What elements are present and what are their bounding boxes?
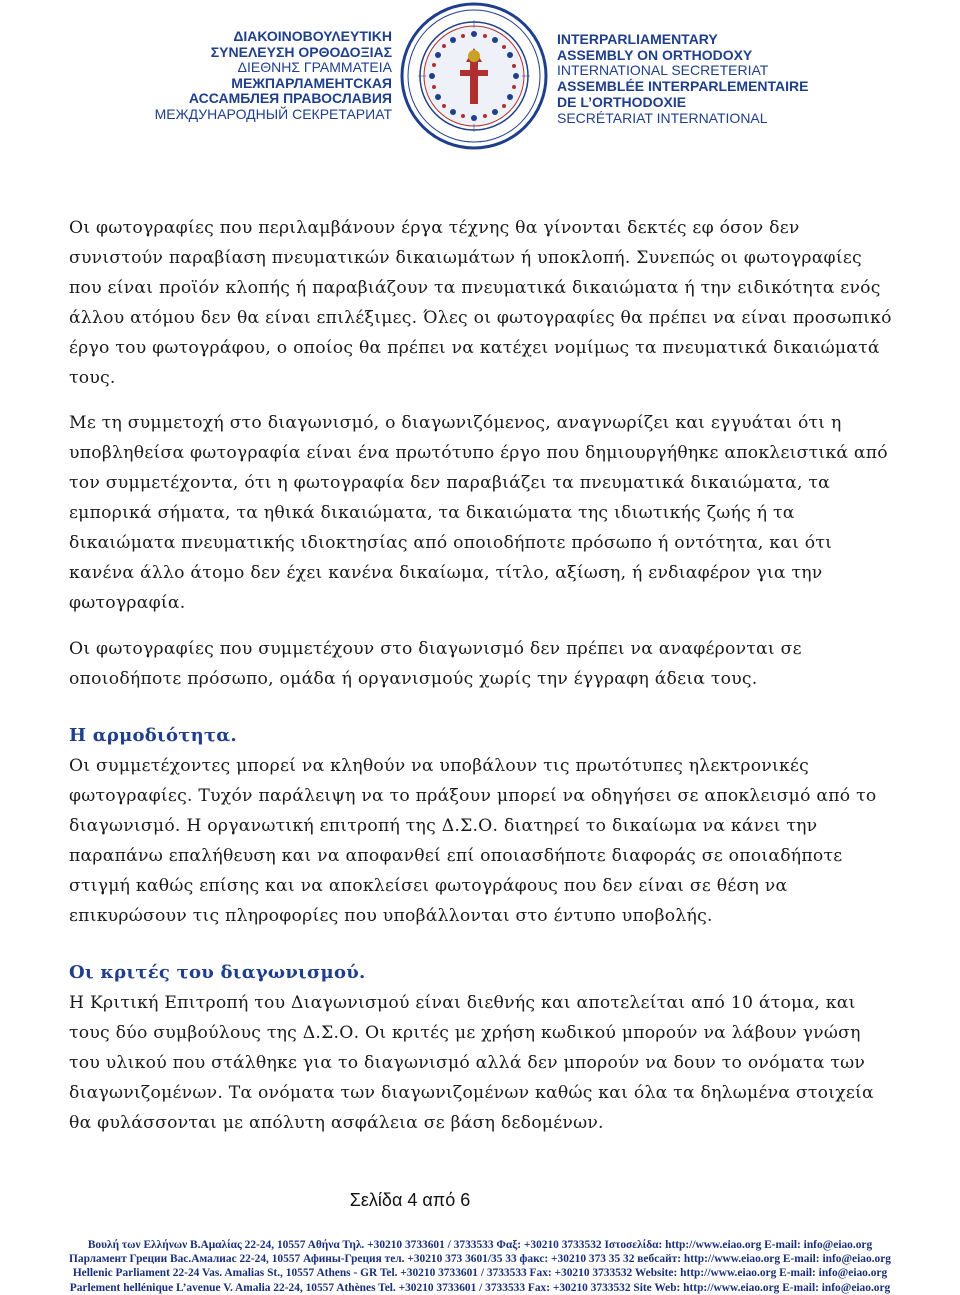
document-body (69, 213, 895, 1138)
paragraph-participation: Με τη συμμετοχή στο διαγωνισμό, ο διαγωνιζόμενος, αναγνωρίζει και εγγυάται ότι η υποβληθείσα φωτογραφία είναι ένα πρωτότυπο έργο που δημιουργήθηκε αποκλειστικά από τον συμμετέχοντα, ότι η φωτογραφία δεν παραβιάζει τα πνευματικά δικαιώματα, τα εμπορικά σήματα, τα ηθικά δικαιώματα, τα δικαιώματα της ιδιωτικής ζωής ή τα δικαιώματα πνευματικής ιδιοκτησίας από οποιοδήποτε πρόσωπο ή οντότητα, και ότι κανένα άλλο άτομο δεν έχει κανένα δικαίωμα, τίτλο, αξίωση, ή ενδιαφέρον για την φωτογραφία. (69, 413, 888, 613)
footer-line: Hellenic Parliament 22-24 Vas. Amalias St., 10557 Athens - GR Tel. +30210 3733601 / 3733533 Fax: +30210 3733532 Website: http://www.eiao.org E-mail: info@eiao.org (72, 1267, 888, 1280)
paragraph-competence: Οι συμμετέχοντες μπορεί να κληθούν να υποβάλουν τις πρωτότυπες ηλεκτρονικές φωτογραφίες. Τυχόν παράλειψη να το πράξουν μπορεί να οδηγήσει σε αποκλεισμό από το διαγωνισμό. Η οργανωτική επιτροπή της Δ.Σ.Ο. διατηρεί το δικαίωμα να κάνει την παραπάνω επαλήθευση και να αποφανθεί επί οποιασδήποτε διαφοράς σε οποιαδήποτε στιγμή καθώς επίσης και να αποκλείσει φωτογράφους που δεν είναι σε θέση να επικυρώσουν τις πληροφορίες που υποβάλλονται στο έντυπο υποβολής. (69, 756, 877, 926)
eiao-seal-icon (398, 0, 550, 152)
section-heading-judges: Οι κριτές του διαγωνισμού. (69, 962, 366, 983)
header-right-line: DE L’ORTHODOXIE (557, 93, 687, 110)
header-right-line: SECRÉTARIAT INTERNATIONAL (557, 109, 768, 126)
header-right-line: INTERNATIONAL SECRETERIAT (557, 62, 769, 79)
paragraph-judges: Η Κριτική Επιτροπή του Διαγωνισμού είναι διεθνής και αποτελείται από 10 άτομα, και τους δύο συμβούλους της Δ.Σ.Ο. Οι κριτές με χρήση κωδικού μπορούν να λάβουν γνώση του υλικού που στάλθηκε για το διαγωνισμό αλλά δεν μπορούν να δουν το ονόματα των διαγωνιζομένων. Τα ονόματα των διαγωνιζομένων καθώς και όλα τα δηλωμένα στοιχεία θα φυλάσσονται με απόλυτη ασφάλεια σε βάση δεδομένων. (69, 993, 874, 1133)
footer-line: Βουλή των Ελλήνων Β.Αμαλίας 22-24, 10557 Αθήνα Τηλ. +30210 3733601 / 3733533 Φαξ: +30210 3733532 Ιστοσελίδα: http://www.eiao.org E-mail: info@eiao.org (87, 1239, 873, 1251)
header-left-line: ΣΥΝΕΛΕΥΣΗ ΟΡΘΟΔΟΞΙΑΣ (210, 43, 392, 60)
header-right-line: ASSEMBLY ON ORTHODOXY (557, 46, 753, 63)
header-left-line: МЕЖДУНАРОДНЫЙ СЕКРЕТАРИАТ (154, 105, 392, 122)
header-right-line: INTERPARLIAMENTARY (557, 31, 718, 47)
section-heading-competence: Η αρμοδιότητα. (69, 725, 237, 746)
paragraph-artworks: Οι φωτογραφίες που περιλαμβάνουν έργα τέχνης θα γίνονται δεκτές εφ όσον δεν συνιστούν παραβίαση πνευματικών δικαιωμάτων ή υποκλοπή. Συνεπώς οι φωτογραφίες που είναι προϊόν κλοπής ή παραβιάζουν τα πνευματικά δικαιώματα ή την ειδικότητα ενός άλλου ατόμου δεν θα είναι επιλέξιμες. Όλες οι φωτογραφίες θα πρέπει να είναι προσωπικό έργο του φωτογράφου, ο οποίος θα πρέπει να κατέχει νομίμως τα πνευματικά δικαιώματά τους. (69, 218, 892, 388)
header-left-block (140, 29, 392, 122)
page-number: Σελίδα 4 από 6 (349, 1190, 471, 1210)
footer-contact-block (0, 1238, 960, 1295)
header-right-block (557, 32, 857, 126)
header-left-line: ΔΙΑΚΟΙΝΟΒΟΥΛΕΥΤΙΚΗ (233, 28, 392, 44)
header-left-line: ΔΙΕΘΝΗΣ ΓΡΑΜΜΑΤΕΙΑ (237, 59, 392, 75)
header-left-line: МЕЖПАРЛАМЕНТСКАЯ (231, 74, 392, 91)
footer-line: Parlement hellénique L’avenue V. Amalia 22-24, 10557 Athènes Tel. +30210 3733601 / 3733533 Fax: +30210 3733532 Site Web: http://www.eiao.org E-mail: info@eiao.org (69, 1281, 891, 1294)
paragraph-consent: Οι φωτογραφίες που συμμετέχουν στο διαγωνισμό δεν πρέπει να αναφέρονται σε οποιοδήποτε πρόσωπο, ομάδα ή οργανισμούς χωρίς την έγγραφη άδεια τους. (69, 639, 802, 689)
footer-line: Парламент Греции Вас.Амалиас 22-24, 10557 Афины-Греция тел. +30210 373 3601/35 33 факс: +30210 373 35 32 вебсайт: http://www.eiao.org E-mail: info@eiao.org (69, 1253, 891, 1266)
header-right-line: ASSEMBLÉE INTERPARLEMENTAIRE (557, 78, 809, 95)
header-left-line: АССАМБЛЕЯ ПРАВОСЛАВИЯ (188, 90, 392, 106)
